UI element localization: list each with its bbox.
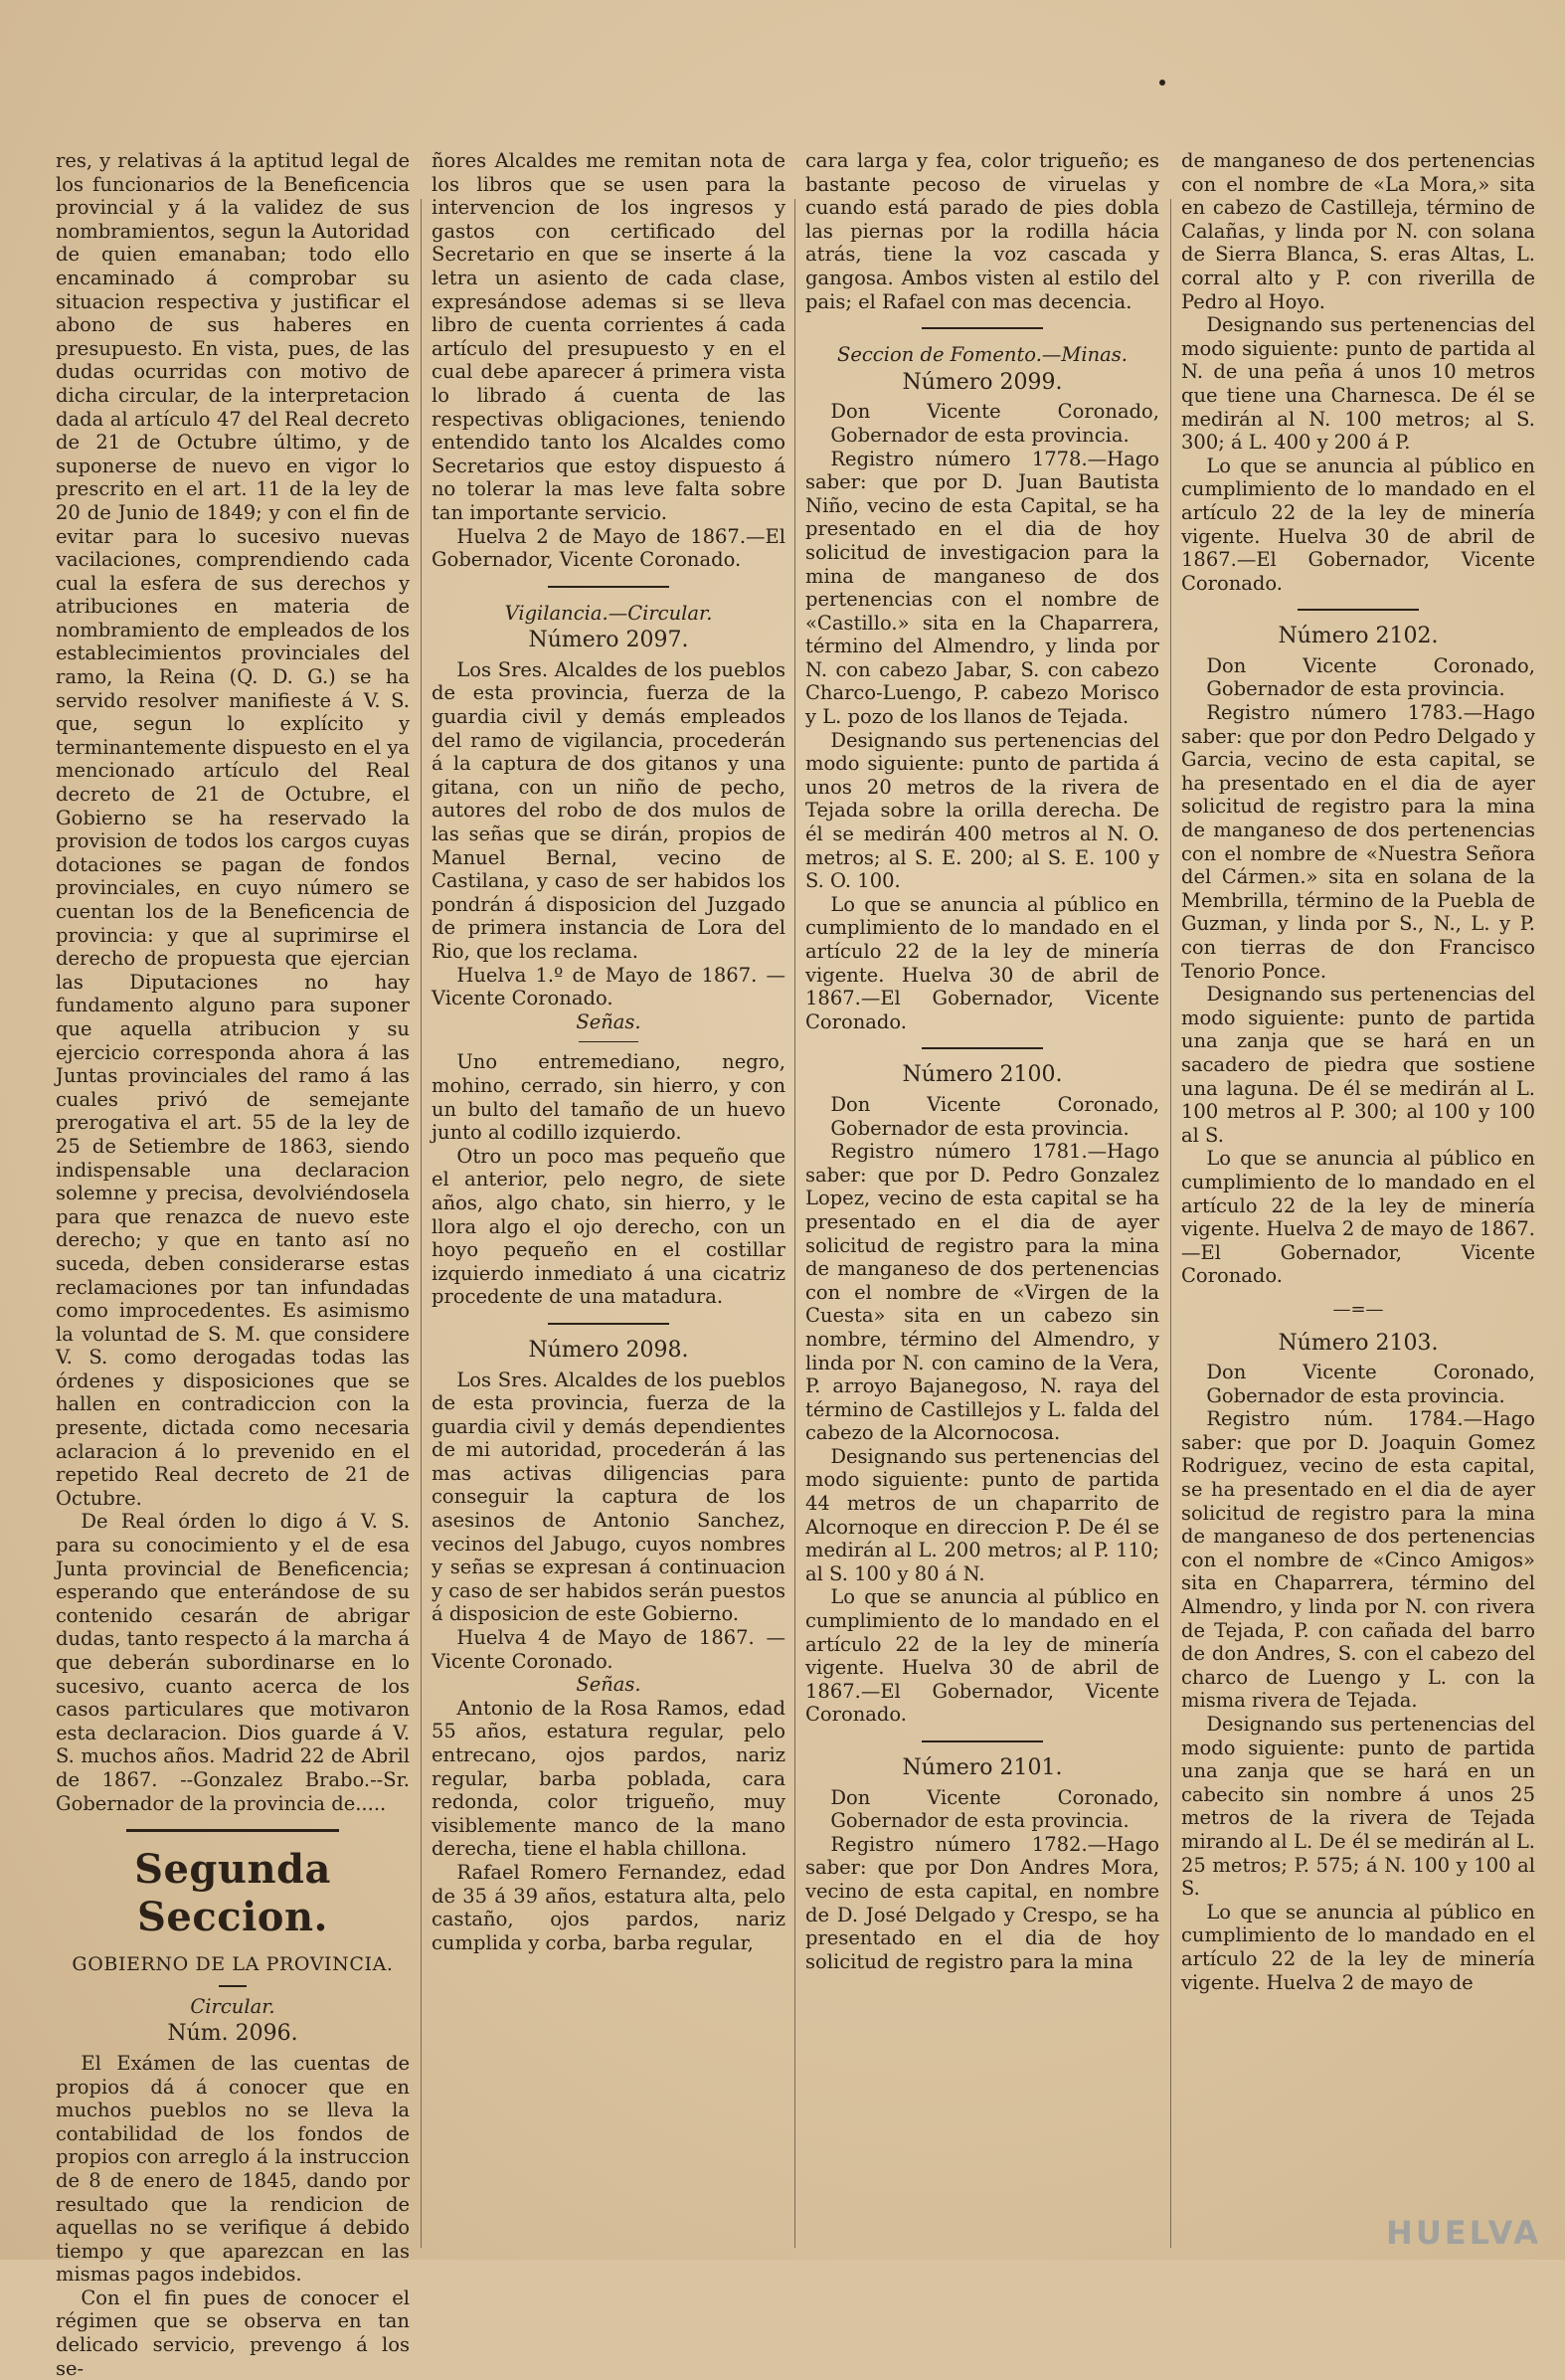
paragraph: Lo que se anuncia al público en cumplimiento de lo mandado en el artículo 22 de la ley de minería vigente. Huelva 30 de abril de 1867.—El Gobernador, Vicente Coronado.	[1181, 454, 1535, 595]
paragraph: Huelva 4 de Mayo de 1867. —Vicente Coronado.	[432, 1626, 785, 1673]
paragraph: Don Vicente Coronado, Gobernador de esta provincia.	[1206, 1361, 1535, 1407]
paragraph: res, y relativas á la aptitud legal de los funcionarios de la Beneficencia provincial y á la validez de sus nombramientos, segun la Autoridad de quien emanaban; todo ello encaminado á comprobar su situacion respectiva y justificar el abono de sus haberes en presupuesto. En vista, pues, de las dudas ocurridas con motivo de dicha circular, de la interpretacion dada al artículo 47 del Real decreto de 21 de Octubre último, y de suponerse de nuevo en vigor lo prescrito en el art. 11 de la ley de 20 de Junio de 1849; y con el fin de evitar para lo sucesivo nuevas vacilaciones, comprendiendo cada cual la esfera de sus derechos y atribuciones en materia de nombramiento de empleados de los establecimientos provinciales del ramo, la Reina (Q. D. G.) se ha servido resolver manifieste á V. S. que, segun lo explícito y terminantemente dispuesto en el ya mencionado artículo del Real decreto de 21 de Octubre, el Gobierno se ha reservado la provision de todos los cargos cuyas dotaciones se pagan de fondos provinciales, en cuyo número se cuentan los de la Beneficencia de provincia: y que al suprimirse el derecho de propuesta que ejercian las Diputaciones no hay fundamento alguno para suponer que aquella atribucion y su ejercicio corresponda ahora á las Juntas provinciales del ramo á las cuales privó de semejante prerogativa el art. 55 de la ley de 25 de Setiembre de 1863, siendo indispensable una declaracion solemne y precisa, devolviéndosela para que renazca de nuevo este derecho; y que en tanto así no suceda, deben considerarse estas reclamaciones por tan infundadas como improcedentes. Es asimismo la voluntad de S. M. que considere V. S. como derogadas todas las órdenes y disposiciones que se hallen en contradiccion con la presente, dictada como necesaria aclaracion á lo prevenido en el repetido Real decreto de 21 de Octubre.	[56, 149, 410, 1510]
section-heading: Segunda Seccion.	[134, 1846, 331, 1941]
divider	[922, 1740, 1042, 1742]
notice-number: Número 2099.	[902, 369, 1063, 395]
archive-watermark: HUELVA	[1386, 2214, 1541, 2252]
notice-number: Número 2102.	[1278, 624, 1439, 649]
paragraph: Registro número 1783.—Hago saber: que por don Pedro Delgado y Garcia, vecino de esta capital, se ha presentado en el dia de ayer solicitud de registro para la mina de manganeso de dos pertenencias con el nombre de «Nuestra Señora del Cármen.» sita en solana de la Membrilla, término de la Puebla de Guzman, y linda por S., N., L. y P. con tierras de don Francisco Tenorio Ponce.	[1181, 701, 1535, 983]
paragraph: Lo que se anuncia al público en cumplimiento de lo mandado en el artículo 22 de la ley de minería vigente. Huelva 2 de mayo de 1867.—El Gobernador, Vicente Coronado.	[1181, 1147, 1535, 1288]
paragraph: Don Vicente Coronado, Gobernador de esta provincia.	[830, 1785, 1159, 1833]
paragraph: Designando sus pertenencias del modo siguiente: punto de partida á unos 20 metros de la rivera de Tejada sobre la orilla derecha. De él se medirán 400 metros al N. O. metros; al S. E. 200; al S. E. 100 y S. O. 100.	[805, 728, 1159, 893]
notice-number: Número 2101.	[902, 1755, 1063, 1780]
paragraph: Registro número 1778.—Hago saber: que por D. Juan Bautista Niño, vecino de esta Capital, se ha presentado en el dia de hoy solicitud de investigacion para la mina de manganeso de dos pertenencias con el nombre de «Castillo.» sita en la Chaparrera, término del Almendro, y linda por N. con cabezo Jabar, S. con cabezo Charco-Luengo, P. cabezo Morisco y L. pozo de los llanos de Tejada.	[805, 447, 1159, 729]
paragraph: Don Vicente Coronado, Gobernador de esta provincia.	[1206, 653, 1535, 701]
paragraph: Don Vicente Coronado, Gobernador de esta provincia.	[830, 400, 1159, 447]
paragraph: Designando sus pertenencias del modo siguiente: punto de partida 44 metros de un chaparrito de Alcornoque en direccion P. De él se medirán al L. 200 metros; al P. 110; al S. 100 y 80 á N.	[805, 1444, 1159, 1585]
paragraph: Antonio de la Rosa Ramos, edad 55 años, estatura regular, pelo entrecano, ojos pardos, nariz regular, barba poblada, cara redonda, color trigueño, muy visiblemente manco de la mano derecha, tiene el habla chillona.	[432, 1696, 785, 1861]
column-2	[432, 149, 785, 1954]
paragraph: ñores Alcaldes me remitan nota de los libros que se usen para la intervencion de los ingresos y gastos con certificado del Secretario en que se inserte á la letra un asiento de cada clase, expresándose ademas si se lleva libro de cuenta corrientes á cada artículo del presupuesto y en el cual debe aparecer á primera vista lo librado á cuenta de las respectivas obligaciones, teniendo entendido tanto los Alcaldes como Secretarios que estoy dispuesto á no tolerar la mas leve falta sobre tan importante servicio.	[432, 149, 785, 524]
paragraph: Los Sres. Alcaldes de los pueblos de esta provincia, fuerza de la guardia civil y demás dependientes de mi autoridad, procederán á las mas activas diligencias para conseguir la captura de los asesinos de Antonio Sanchez, vecinos del Jabugo, cuyos nombres y señas se expresan á continuacion y caso de ser habidos serán puestos á disposicion de este Gobierno.	[432, 1368, 785, 1626]
paragraph: Registro núm. 1784.—Hago saber: que por D. Joaquin Gomez Rodriguez, vecino de esta capital, se ha presentado en el dia de ayer solicitud de registro para la mina de manganeso de dos pertenencias con el nombre de «Cinco Amigos» sita en Chaparrera, término del Almendro, y linda por N. con rivera de Tejada, P. con cañada del barro de don Andres, S. con el cabezo del charco de Luengo y L. con la misma rivera de Tejada.	[1181, 1407, 1535, 1713]
ink-spot	[1159, 80, 1165, 86]
paragraph: cara larga y fea, color trigueño; es bastante pecoso de viruelas y cuando está parado de pies dobla las piernas por la rodilla hácia atrás, tiene la voz cascada y gangosa. Ambos visten al estilo del pais; el Rafael con mas decencia.	[805, 149, 1159, 313]
paragraph: Designando sus pertenencias del modo siguiente: punto de partida al N. de una peña á unos 10 metros que tiene una Charnesca. De él se medirán al N. 100 metros; al S. 300; á L. 400 y 200 á P.	[1181, 313, 1535, 455]
paragraph: Designando sus pertenencias del modo siguiente: punto de partida una zanja que se hará en un cabecito sin nombre á unos 25 metros de la rivera de Tejada mirando al L. De él se medirán al L. 25 metros; P. 575; á N. 100 y 100 al S.	[1181, 1713, 1535, 1901]
paragraph: Otro un poco mas pequeño que el anterior, pelo negro, de siete años, algo chato, sin hierro, y le llora algo el ojo derecho, con un hoyo pequeño en el costillar izquierdo inmediato á una cicatriz procedente de una matadura.	[432, 1144, 785, 1309]
divider	[548, 586, 668, 588]
notice-number: Número 2097.	[528, 628, 689, 653]
subheading: Señas.	[576, 1009, 641, 1033]
notice-number: Número 2103.	[1278, 1330, 1439, 1356]
paragraph: Don Vicente Coronado, Gobernador de esta provincia.	[830, 1092, 1159, 1140]
paragraph: Los Sres. Alcaldes de los pueblos de esta provincia, fuerza de la guardia civil y demás empleados del ramo de vigilancia, procederán á la captura de dos gitanos y una gitana, con un niño de pecho, autores del robo de dos mulos de las señas que se dirán, propios de Manuel Bernal, vecino de Castilana, y caso de ser habidos los pondrán á disposicion del Juzgado de primera instancia de Lora del Rio, que los reclama.	[432, 657, 785, 963]
section-divider	[126, 1829, 339, 1832]
paragraph: de manganeso de dos pertenencias con el nombre de «La Mora,» sita en cabezo de Castilleja, término de Calañas, y linda por N. con solana de Sierra Blanca, S. eras Altas, L. corral alto y P. con riverilla de Pedro al Hoyo.	[1181, 149, 1535, 313]
paragraph: De Real órden lo digo á V. S. para su conocimiento y el de esa Junta provincial de Beneficencia; esperando que enterándose de su contenido cesarán de abrigar dudas, tanto respecto á la marcha á que deberán subordinarse en lo sucesivo, cuanto acerca de los casos particulares que motivaron esta declaracion. Dios guarde á V. S. muchos años. Madrid 22 de Abril de 1867. --Gonzalez Brabo.--Sr. Gobernador de la provincia de.....	[56, 1510, 410, 1815]
divider	[922, 327, 1042, 329]
column-rule	[794, 199, 795, 2248]
column-4	[1181, 149, 1535, 1994]
column-rule	[421, 199, 422, 2248]
paragraph: Lo que se anuncia al público en cumplimiento de lo mandado en el artículo 22 de la ley de minería vigente. Huelva 30 de abril de 1867.—El Gobernador, Vicente Coronado.	[805, 892, 1159, 1033]
paragraph: Rafael Romero Fernandez, edad de 35 á 39 años, estatura alta, pelo castaño, ojos pardos, nariz cumplida y corba, barba regular,	[432, 1860, 785, 1954]
paragraph: El Exámen de las cuentas de propios dá á conocer que en muchos pueblos no se lleva la contabilidad de los fondos de propios con arreglo á la instruccion de 8 de enero de 1845, dando por resultado que la rendicion de aquellas no se verifique á debido tiempo y que aparezcan en las mismas pagos indebidos.	[56, 2051, 410, 2287]
notice-type: Circular.	[190, 1994, 275, 2018]
subsection-heading: GOBIERNO DE LA PROVINCIA.	[72, 1953, 394, 1976]
short-rule	[219, 1985, 247, 1987]
short-rule	[579, 1041, 638, 1042]
notice-type: Vigilancia.—Circular.	[504, 601, 713, 625]
column-1	[56, 149, 410, 2380]
column-rule	[1170, 199, 1171, 2248]
paragraph: Huelva 2 de Mayo de 1867.—El Gobernador, Vicente Coronado.	[432, 524, 785, 572]
paragraph: Huelva 1.º de Mayo de 1867. —Vicente Coronado.	[432, 963, 785, 1010]
divider	[922, 1047, 1042, 1049]
ornament-divider: —=—	[1332, 1298, 1384, 1320]
paragraph: Uno entremediano, negro, mohino, cerrado, sin hierro, y con un bulto del tamaño de un huevo junto al codillo izquierdo.	[432, 1050, 785, 1145]
column-3	[805, 149, 1159, 1973]
paragraph: Con el fin pues de conocer el régimen que se observa en tan delicado servicio, prevengo á los se-	[56, 2286, 410, 2380]
subheading: Señas.	[576, 1673, 641, 1697]
notice-number: Número 2098.	[528, 1337, 689, 1363]
paragraph: Registro número 1781.—Hago saber: que por D. Pedro Gonzalez Lopez, vecino de esta capital se ha presentado en el dia de ayer solicitud de registro para la mina de manganeso de dos pertenencias con el nombre de «Virgen de la Cuesta» sita en un cabezo sin nombre, término del Almendro, y linda por N. con camino de la Vera, P. arroyo Bajanegoso, N. raya del término de Castillejos y L. falda del cabezo de la Alcornocosa.	[805, 1140, 1159, 1445]
paragraph: Lo que se anuncia al público en cumplimiento de lo mandado en el artículo 22 de la ley de minería vigente. Huelva 2 de mayo de	[1181, 1900, 1535, 1994]
paragraph: Registro número 1782.—Hago saber: que por Don Andres Mora, vecino de esta capital, en nombre de D. José Delgado y Crespo, se ha presentado en el dia de hoy solicitud de registro para la mina	[805, 1832, 1159, 1973]
notice-number: Núm. 2096.	[167, 2021, 298, 2047]
paragraph: Lo que se anuncia al público en cumplimiento de lo mandado en el artículo 22 de la ley de minería vigente. Huelva 30 de abril de 1867.—El Gobernador, Vicente Coronado.	[805, 1585, 1159, 1727]
divider	[548, 1323, 668, 1325]
notice-type: Seccion de Fomento.—Minas.	[836, 343, 1128, 367]
divider	[1298, 609, 1418, 611]
paragraph: Designando sus pertenencias del modo siguiente: punto de partida una zanja que se hará en un sacadero de piedra que sostiene una laguna. De él se medirán al L. 100 metros al P. 300; al 100 y 100 al S.	[1181, 983, 1535, 1147]
notice-number: Número 2100.	[902, 1062, 1063, 1088]
